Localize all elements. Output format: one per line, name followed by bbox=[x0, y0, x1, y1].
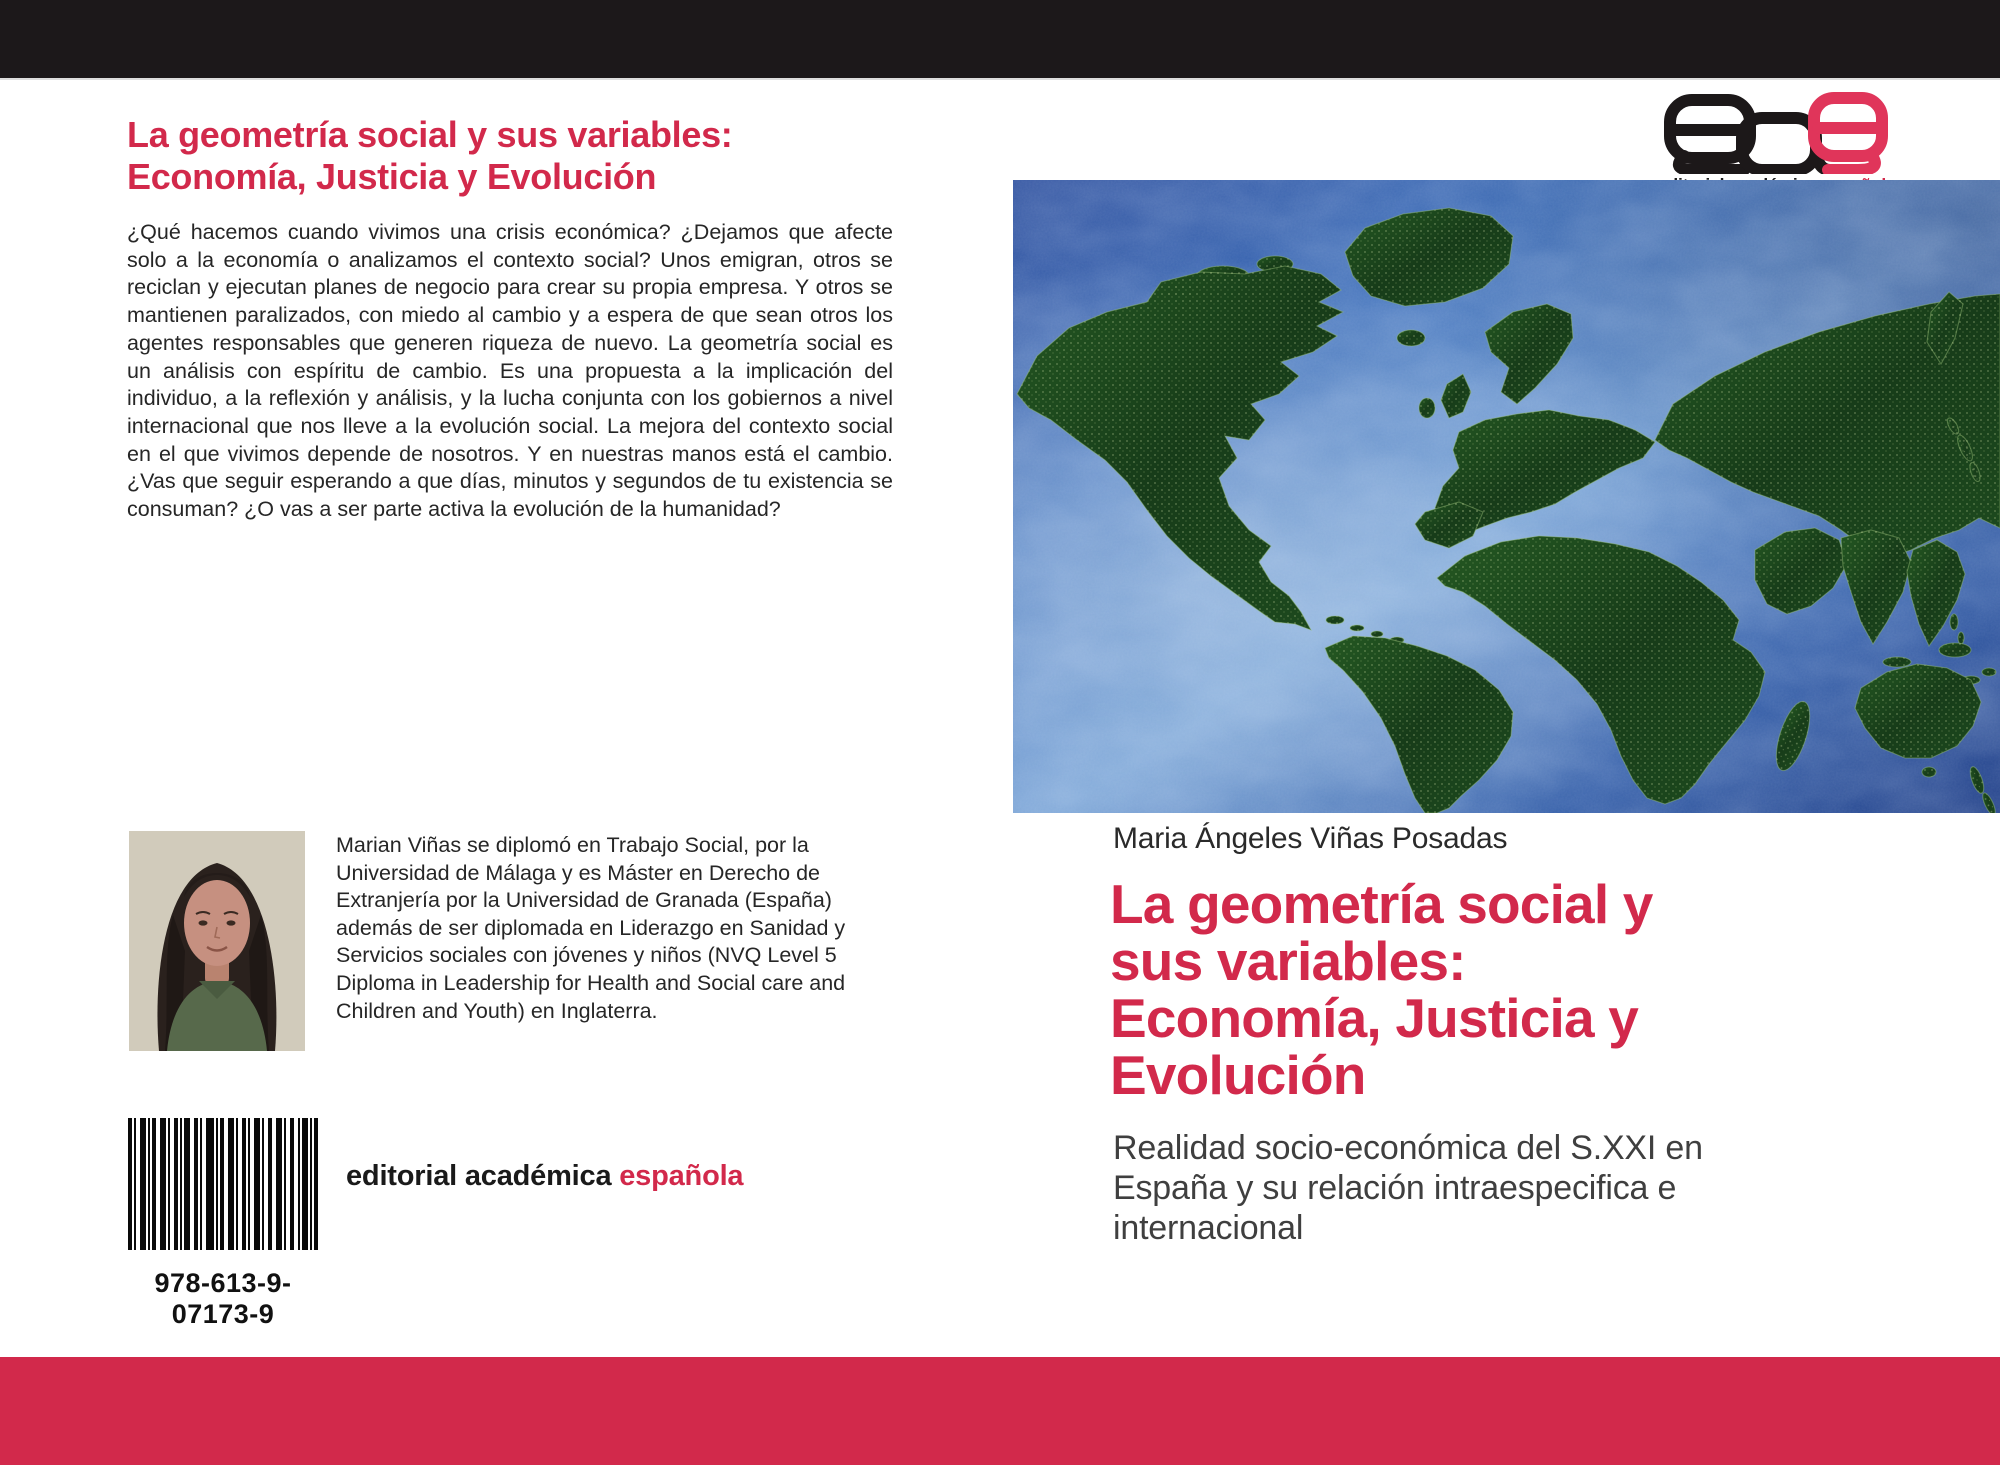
publisher-name-back bbox=[346, 1160, 743, 1193]
back-cover-title bbox=[127, 114, 907, 198]
front-title-line4: Evolución bbox=[1110, 1044, 1366, 1106]
front-title-line2: sus variables: bbox=[1110, 930, 1466, 992]
publisher-name-red: española bbox=[619, 1160, 744, 1192]
bottom-red-bar bbox=[0, 1357, 2000, 1465]
top-black-bar bbox=[0, 0, 2000, 78]
front-author-name: Maria Ángeles Viñas Posadas bbox=[1113, 822, 1508, 855]
author-photo-image bbox=[129, 831, 305, 1051]
front-title bbox=[1110, 873, 1653, 1106]
front-subtitle-line1: Realidad socio-económica del S.XXI en bbox=[1113, 1129, 1703, 1167]
barcode-block bbox=[118, 1106, 328, 1330]
front-title-line1: La geometría social y bbox=[1110, 873, 1653, 935]
author-bio: Marian Viñas se diplomó en Trabajo Social, por la Universidad de Málaga y es Máster en Derecho de Extranjería por la Universidad de Granada (España) además de ser diplomada en Liderazgo en Sanidad y Servicios sociales con jóvenes y niños (NVQ Level 5 Diploma in Leadership for Health and Social care and Children and Youth) en Inglaterra. bbox=[336, 833, 846, 1023]
front-subtitle bbox=[1113, 1128, 1703, 1248]
world-map-svg bbox=[1013, 180, 2000, 813]
world-map-image bbox=[1013, 180, 2000, 813]
front-subtitle-line3: internacional bbox=[1113, 1209, 1304, 1247]
isbn-number: 978-613-9-07173-9 bbox=[154, 1268, 292, 1329]
back-cover-title-line2: Economía, Justicia y Evolución bbox=[127, 156, 657, 197]
publisher-name-black: editorial académica bbox=[346, 1160, 620, 1192]
barcode-image bbox=[128, 1106, 318, 1264]
front-subtitle-line2: España y su relación intraespecifica e bbox=[1113, 1169, 1677, 1207]
back-cover-title-line1: La geometría social y sus variables: bbox=[127, 114, 733, 155]
author-photo bbox=[129, 831, 305, 1051]
back-cover-description: ¿Qué hacemos cuando vivimos una crisis económica? ¿Dejamos que afecte solo a la economía o analizamos el contexto social? Unos emigran, otros se reciclan y ejecutan planes de negocio para crear su propia empresa. Y otros se mantienen paralizados, con miedo al cambio y a espera de que sean otros los agentes responsables que generen riqueza de nuevo. La geometría social es un análisis con espíritu de cambio. Es una propuesta a la implicación del individuo, a la reflexión y análisis, y la lucha conjunta con los gobiernos a nivel internacional que nos lleve a la evolución social. La mejora del contexto social en el que vivimos depende de nosotros. Y en nuestras manos está el cambio. ¿Vas que seguir esperando a que días, minutos y segundos de tu existencia se consuman? ¿O vas a ser parte activa la evolución de la humanidad? bbox=[127, 220, 893, 522]
eae-logo-icon bbox=[1658, 90, 1888, 174]
front-title-line3: Economía, Justicia y bbox=[1110, 987, 1639, 1049]
